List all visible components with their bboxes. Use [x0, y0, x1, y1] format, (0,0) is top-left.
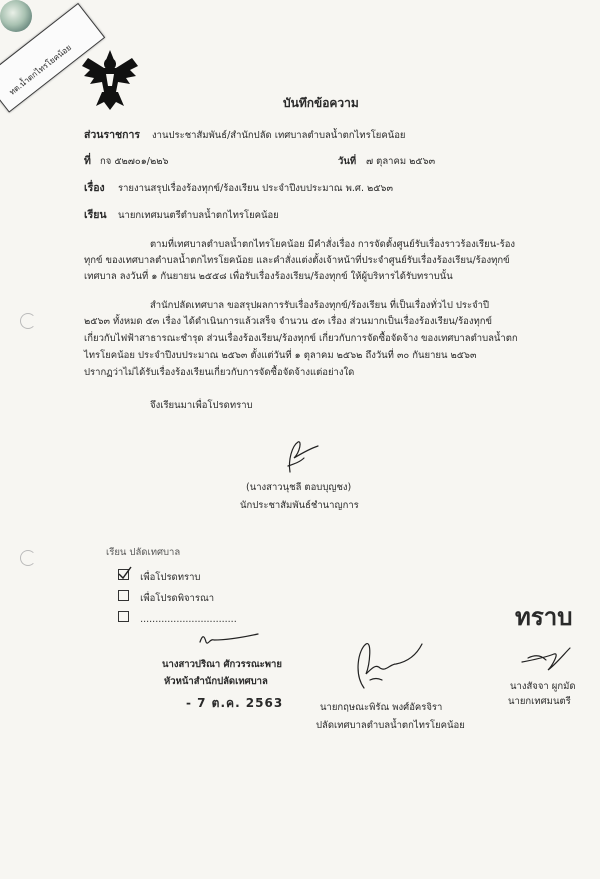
- checkbox[interactable]: [118, 590, 129, 601]
- memo-title: บันทึกข้อความ: [283, 96, 359, 110]
- mayor-acknowledged: ทราบ: [515, 602, 573, 631]
- punch-hole-icon: [20, 550, 36, 566]
- routing-option-label: เพื่อโปรดพิจารณา: [140, 593, 215, 604]
- date-label: วันที่: [338, 156, 357, 167]
- agency-label: ส่วนราชการ: [84, 129, 141, 141]
- ref-value: กจ ๕๒๗๐๑/๒๒๖: [100, 156, 169, 167]
- signer-position: นักประชาสัมพันธ์ชำนาญการ: [240, 500, 359, 511]
- para2-line: ปรากฏว่าไม่ได้รับเรื่องร้องเรียนเกี่ยวกับการจัดซื้อจัดจ้างแต่อย่างใด: [84, 367, 355, 378]
- received-date-stamp: - 7 ต.ค. 2563: [186, 696, 284, 710]
- para2-line: ๒๕๖๓ ทั้งหมด ๕๓ เรื่อง ได้ดำเนินการแล้วเสร็จ จำนวน ๕๓ เรื่อง ส่วนมากเป็นเรื่องร้องเรียน/ร้องทุกข์: [84, 316, 493, 327]
- signer-name: (นางสาวนุชลี ตอบบุญชง): [246, 482, 352, 493]
- mayor-name: นางสัจจา ผูกมัด: [510, 681, 576, 692]
- agency-value: งานประชาสัมพันธ์/สำนักปลัด เทศบาลตำบลน้ำตกไทรโยคน้อย: [152, 130, 406, 141]
- routing-option[interactable]: [118, 607, 237, 626]
- to-label: เรียน: [84, 209, 107, 221]
- corner-stamp-text: ทต.น้ำตกไทรโยคน้อย: [7, 42, 73, 97]
- routing-option-label: เพื่อโปรดทราบ: [140, 572, 201, 583]
- routing-option[interactable]: [118, 565, 200, 584]
- head-title: หัวหน้าสำนักปลัดเทศบาล: [164, 676, 268, 687]
- checkbox[interactable]: [118, 569, 129, 580]
- deputy-title: ปลัดเทศบาลตำบลน้ำตกไทรโยคน้อย: [316, 720, 465, 731]
- round-seal-icon: [0, 0, 32, 32]
- routing-option[interactable]: [118, 586, 214, 605]
- para2-line: สำนักปลัดเทศบาล ขอสรุปผลการรับเรื่องร้องทุกข์/ร้องเรียน ที่เป็นเรื่องทั่วไป ประจำปี: [150, 300, 490, 311]
- subject-value: รายงานสรุปเรื่องร้องทุกข์/ร้องเรียน ประจำปีงบประมาณ พ.ศ. ๒๕๖๓: [118, 183, 393, 194]
- signer-signature: [278, 436, 324, 476]
- routing-option-label: ................................: [140, 614, 237, 625]
- mayor-signature: [518, 644, 572, 674]
- checkmark-icon: [118, 566, 132, 580]
- para1-line: ทุกข์ ของเทศบาลตำบลน้ำตกไทรโยคน้อย และคำสั่งแต่งตั้งเจ้าหน้าที่ประจำศูนย์รับเรื่องร้องเรียน/ร้องทุกข์: [84, 255, 510, 266]
- mayor-title: นายกเทศมนตรี: [508, 696, 571, 707]
- date-value: ๗ ตุลาคม ๒๕๖๓: [366, 156, 436, 167]
- head-signature: [196, 628, 262, 652]
- checkbox[interactable]: [118, 611, 129, 622]
- to-value: นายกเทศมนตรีตำบลน้ำตกไทรโยคน้อย: [118, 210, 279, 221]
- ref-label: ที่: [84, 155, 91, 167]
- routing-to: เรียน ปลัดเทศบาล: [106, 547, 181, 558]
- para1-line: ตามที่เทศบาลตำบลน้ำตกไทรโยคน้อย มีคำสั่งเรื่อง การจัดตั้งศูนย์รับเรื่องราวร้องเรียน-ร้อง: [150, 239, 516, 250]
- para1-line: เทศบาล ลงวันที่ ๑ กันยายน ๒๕๕๘ เพื่อรับเรื่องร้องเรียน/ร้องทุกข์ ให้ผู้บริหารได้รับทราบนั้น: [84, 271, 453, 282]
- closing-line: จึงเรียนมาเพื่อโปรดทราบ: [150, 400, 253, 411]
- garuda-emblem-icon: [80, 46, 140, 112]
- para2-line: ไทรโยคน้อย ประจำปีงบประมาณ ๒๕๖๓ ตั้งแต่วันที่ ๑ ตุลาคม ๒๕๖๒ ถึงวันที่ ๓๐ กันยายน ๒๕๖๓: [84, 350, 477, 361]
- para2-line: เกี่ยวกับไฟฟ้าสาธารณะชำรุด ส่วนเรื่องร้องเรียน/ร้องทุกข์ เกี่ยวกับการจัดซื้อจัดจ้าง ของเทศบาลตำบลน้ำตก: [84, 333, 518, 344]
- deputy-name: นายกฤษณะพิรัณ พงศ์อัครจิรา: [320, 702, 443, 713]
- subject-label: เรื่อง: [84, 182, 105, 194]
- deputy-signature: [350, 634, 430, 694]
- head-name: นางสาวปริณา ศักวรรณะพาย: [162, 659, 282, 670]
- punch-hole-icon: [20, 313, 36, 329]
